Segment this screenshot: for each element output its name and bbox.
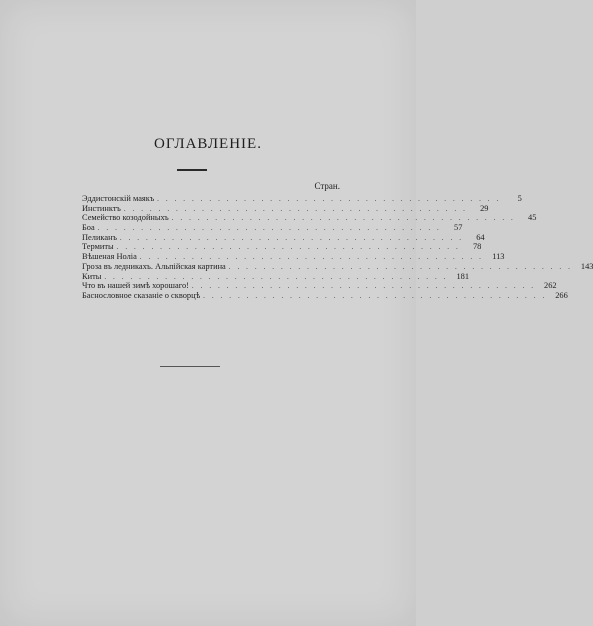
toc-entry — [82, 290, 568, 301]
toc-leader-dots: . . . . . . . . . . . . . . . . . . . . . . . . . . . . . . . . . . . . . . . . — [116, 243, 461, 252]
toc-entry — [82, 252, 505, 262]
toc-entry-page: 57 — [454, 223, 463, 233]
toc-entry-title: Гроза въ ледникахъ. Альпійская картина — [82, 261, 226, 271]
toc-leader-dots: . . . . . . . . . . . . . . . . . . . . . . . . . . . . . . . . . . . . . . . . — [191, 282, 536, 291]
toc-leader-dots: . . . . . . . . . . . . . . . . . . . . . . . . . . . . . . . . . . . . . . . . — [104, 272, 449, 281]
toc-entry-page: 113 — [492, 252, 505, 262]
table-of-contents — [82, 194, 593, 301]
toc-leader-dots: . . . . . . . . . . . . . . . . . . . . . . . . . . . . . . . . . . . . . . . . — [228, 262, 573, 271]
toc-entry-page: 262 — [544, 281, 557, 291]
toc-leader-dots: . . . . . . . . . . . . . . . . . . . . . . . . . . . . . . . . . . . . . . . . — [171, 214, 516, 223]
toc-entry — [82, 242, 482, 252]
toc-entry-page: 64 — [476, 232, 485, 242]
toc-entry — [82, 203, 489, 214]
toc-entry-page: 78 — [472, 242, 482, 252]
bottom-divider — [160, 366, 220, 367]
toc-leader-dots: . . . . . . . . . . . . . . . . . . . . . . . . . . . . . . . . . . . . . . . . — [139, 253, 484, 262]
toc-entry-title: Киты — [82, 271, 102, 281]
page-title: ОГЛАВЛЕНІЕ. — [154, 136, 262, 152]
toc-entry-title: Баснословное сказаніе о скворцѣ — [82, 290, 201, 300]
toc-entry — [82, 271, 470, 282]
toc-entry-title: Боа — [82, 223, 95, 233]
toc-entry-title: Эддистонскій маякъ — [82, 194, 155, 203]
toc-entry-title: Что въ нашей зимѣ хорошаго! — [82, 281, 189, 291]
toc-leader-dots: . . . . . . . . . . . . . . . . . . . . . . . . . . . . . . . . . . . . . . . . — [119, 233, 464, 242]
toc-entry — [82, 194, 522, 204]
toc-entry-title: Вѣшеная Ноліа — [82, 252, 137, 262]
toc-leader-dots: . . . . . . . . . . . . . . . . . . . . . . . . . . . . . . . . . . . . . . . . — [203, 291, 547, 300]
toc-entry-title: Инстинктъ — [82, 203, 121, 213]
title-divider — [177, 169, 207, 171]
toc-entry — [82, 223, 463, 233]
page-column-header: Стран. — [314, 181, 340, 191]
toc-entry-title: Пеликанъ — [82, 232, 117, 242]
toc-entry — [82, 261, 593, 272]
toc-entry-page: 181 — [456, 271, 470, 281]
toc-entry-title: Термиты — [82, 242, 114, 252]
toc-leader-dots: . . . . . . . . . . . . . . . . . . . . . . . . . . . . . . . . . . . . . . . . — [123, 204, 468, 213]
toc-leader-dots: . . . . . . . . . . . . . . . . . . . . . . . . . . . . . . . . . . . . . . . . — [97, 224, 442, 233]
toc-entry-title: Семейство козодойныхъ — [82, 213, 169, 223]
toc-entry-page: 143 — [580, 261, 593, 271]
toc-entry — [82, 232, 485, 243]
toc-entry-page: 266 — [555, 290, 568, 300]
toc-entry — [82, 281, 557, 291]
toc-entry-page: 5 — [517, 194, 522, 203]
toc-entry — [82, 213, 537, 223]
toc-leader-dots: . . . . . . . . . . . . . . . . . . . . . . . . . . . . . . . . . . . . . . . . — [157, 195, 501, 203]
toc-entry-page: 45 — [528, 213, 537, 223]
toc-entry-page: 29 — [480, 203, 489, 213]
